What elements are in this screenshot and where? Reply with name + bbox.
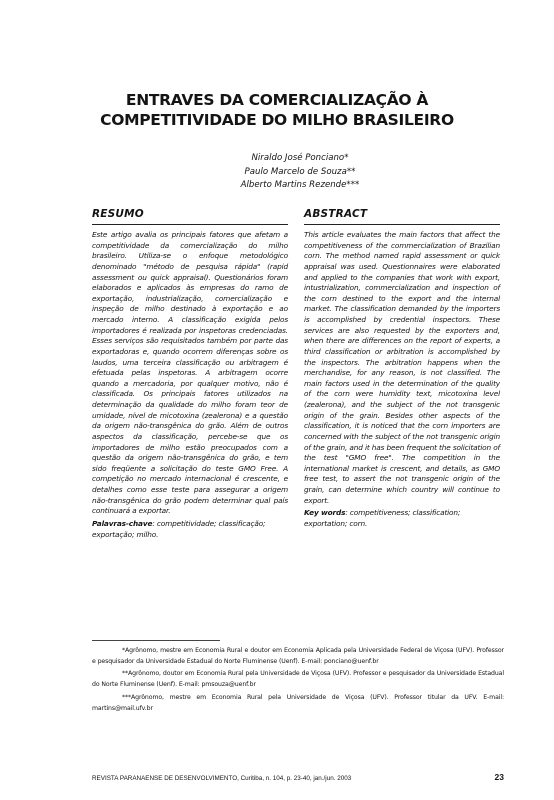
footnote-3: ***Agrônomo, mestre em Economia Rural pela Universidade de Viçosa (UFV). Professor titular da UFV. E-mail: martins@mail.ufv.br: [92, 693, 504, 712]
footnote-2: **Agrônomo, doutor em Economia Rural pela Universidade de Viçosa (UFV). Professor e pesquisador da Universidade Estadual do Norte Fluminense (Uenf). E-mail: pmsouza@uenf.br: [92, 670, 504, 689]
resumo-keywords-label: Palavras-chave: [92, 518, 153, 528]
footnotes: [92, 646, 504, 716]
author-2: Paulo Marcelo de Souza**: [244, 166, 356, 177]
author-1: Niraldo José Ponciano*: [251, 153, 349, 163]
page-number: 23: [494, 772, 504, 782]
title-line-2: COMPETITIVIDADE DO MILHO BRASILEIRO: [100, 111, 454, 129]
abstract-keywords: [304, 508, 500, 529]
footnote-1: *Agrônomo, mestre em Economia Rural e doutor em Economia Aplicada pela Universidade Federal de Viçosa (UFV). Professor e pesquisador da Universidade Estadual do Norte Fluminense (Uenf). E-mail: ponciano@uenf.br: [92, 647, 504, 665]
resumo-keywords: [92, 519, 288, 540]
abstract-column: [304, 208, 500, 530]
abstract-text: This article evaluates the main factors that affect the competitiveness of the commercialization of Brazilian corn. The method named rapid assessment or quick appraisal was used. Questionnaires were elaborated and applied to the companies that work with export, intustrialization, commercialization and inspection of the corn destined to the export and the internal market. The classification demanded by the importers is accomplished by credential inspectors. These services are also requested by the exporters and, when there are differences on the report of experts, a third classification or arbitration is accomplished by the inspectors. The arbitration happens when the merchandise, for any reason, is not classified. The main factors used in the determination of the quality of the corn were humidity text, micotoxina level (zealerona), and the subject of the not transgenic origin of the grain. Besides other aspects of the classification, it is noticed that the corn importers are concerned with the subject of the not transgenic origin of the grain, and it has been frequent the solicitation of the test "GMO free". The competition in the international market is crescent, and details, as GMO free test, to assert the not transgenic origin of the grain, can determine which country will continue to export.: [304, 230, 500, 505]
page-footer: [92, 772, 504, 782]
author-list: [200, 152, 400, 193]
resumo-heading: RESUMO: [92, 208, 288, 225]
resumo-column: [92, 208, 288, 540]
footnote-divider: [92, 640, 220, 641]
journal-citation: REVISTA PARANAENSE DE DESENVOLVIMENTO, Curitiba, n. 104, p. 23-40, jan./jun. 2003: [92, 775, 352, 782]
title-line-1: ENTRAVES DA COMERCIALIZAÇÃO À: [125, 91, 429, 109]
author-3: Alberto Martins Rezende***: [240, 180, 360, 190]
resumo-keywords-text: : competitividade; classificação; exportação; milho.: [92, 518, 266, 539]
abstract-keywords-label: Key words: [304, 508, 346, 518]
article-title: [0, 90, 554, 130]
resumo-text: Este artigo avalia os principais fatores que afetam a competitividade da comercialização do milho brasileiro. Utiliza-se o enfoque metodológico denominado "método de pesquisa rápida" (rapid assessment ou quick appraisal). Questionários foram elaborados e aplicados às empresas do ramo de exportação, industrialização, comercialização e inspeção de milho destinado à exportação e ao mercado interno. A classificação exigida pelos importadores é realizada por inspetoras credenciadas. Esses serviços são requisitados também por parte das exportadoras e, quando ocorrem diferenças sobre os laudos, uma terceira classificação ou arbitragem é efetuada pelas inspetoras. A arbitragem ocorre quando a mercadoria, por qualquer motivo, não é classificada. Os principais fatores utilizados na determinação da qualidade do milho foram teor de umidade, nível de micotoxina (zealerona) e a questão da origem não-transgênica do grão. Além de outros aspectos da classificação, percebe-se que os importadores de milho estão preocupados com a questão da origem não-transgênica do grão, e tem sido freqüente a solicitação do teste GMO Free. A competição no mercado internacional é crescente, e detalhes como esse teste para assegurar a origem não-transgênica do grão podem determinar qual país continuará a exportar.: [92, 230, 288, 516]
abstract-keywords-text: : competitiveness; classification; exportation; corn.: [304, 508, 461, 528]
abstract-heading: ABSTRACT: [304, 208, 500, 225]
